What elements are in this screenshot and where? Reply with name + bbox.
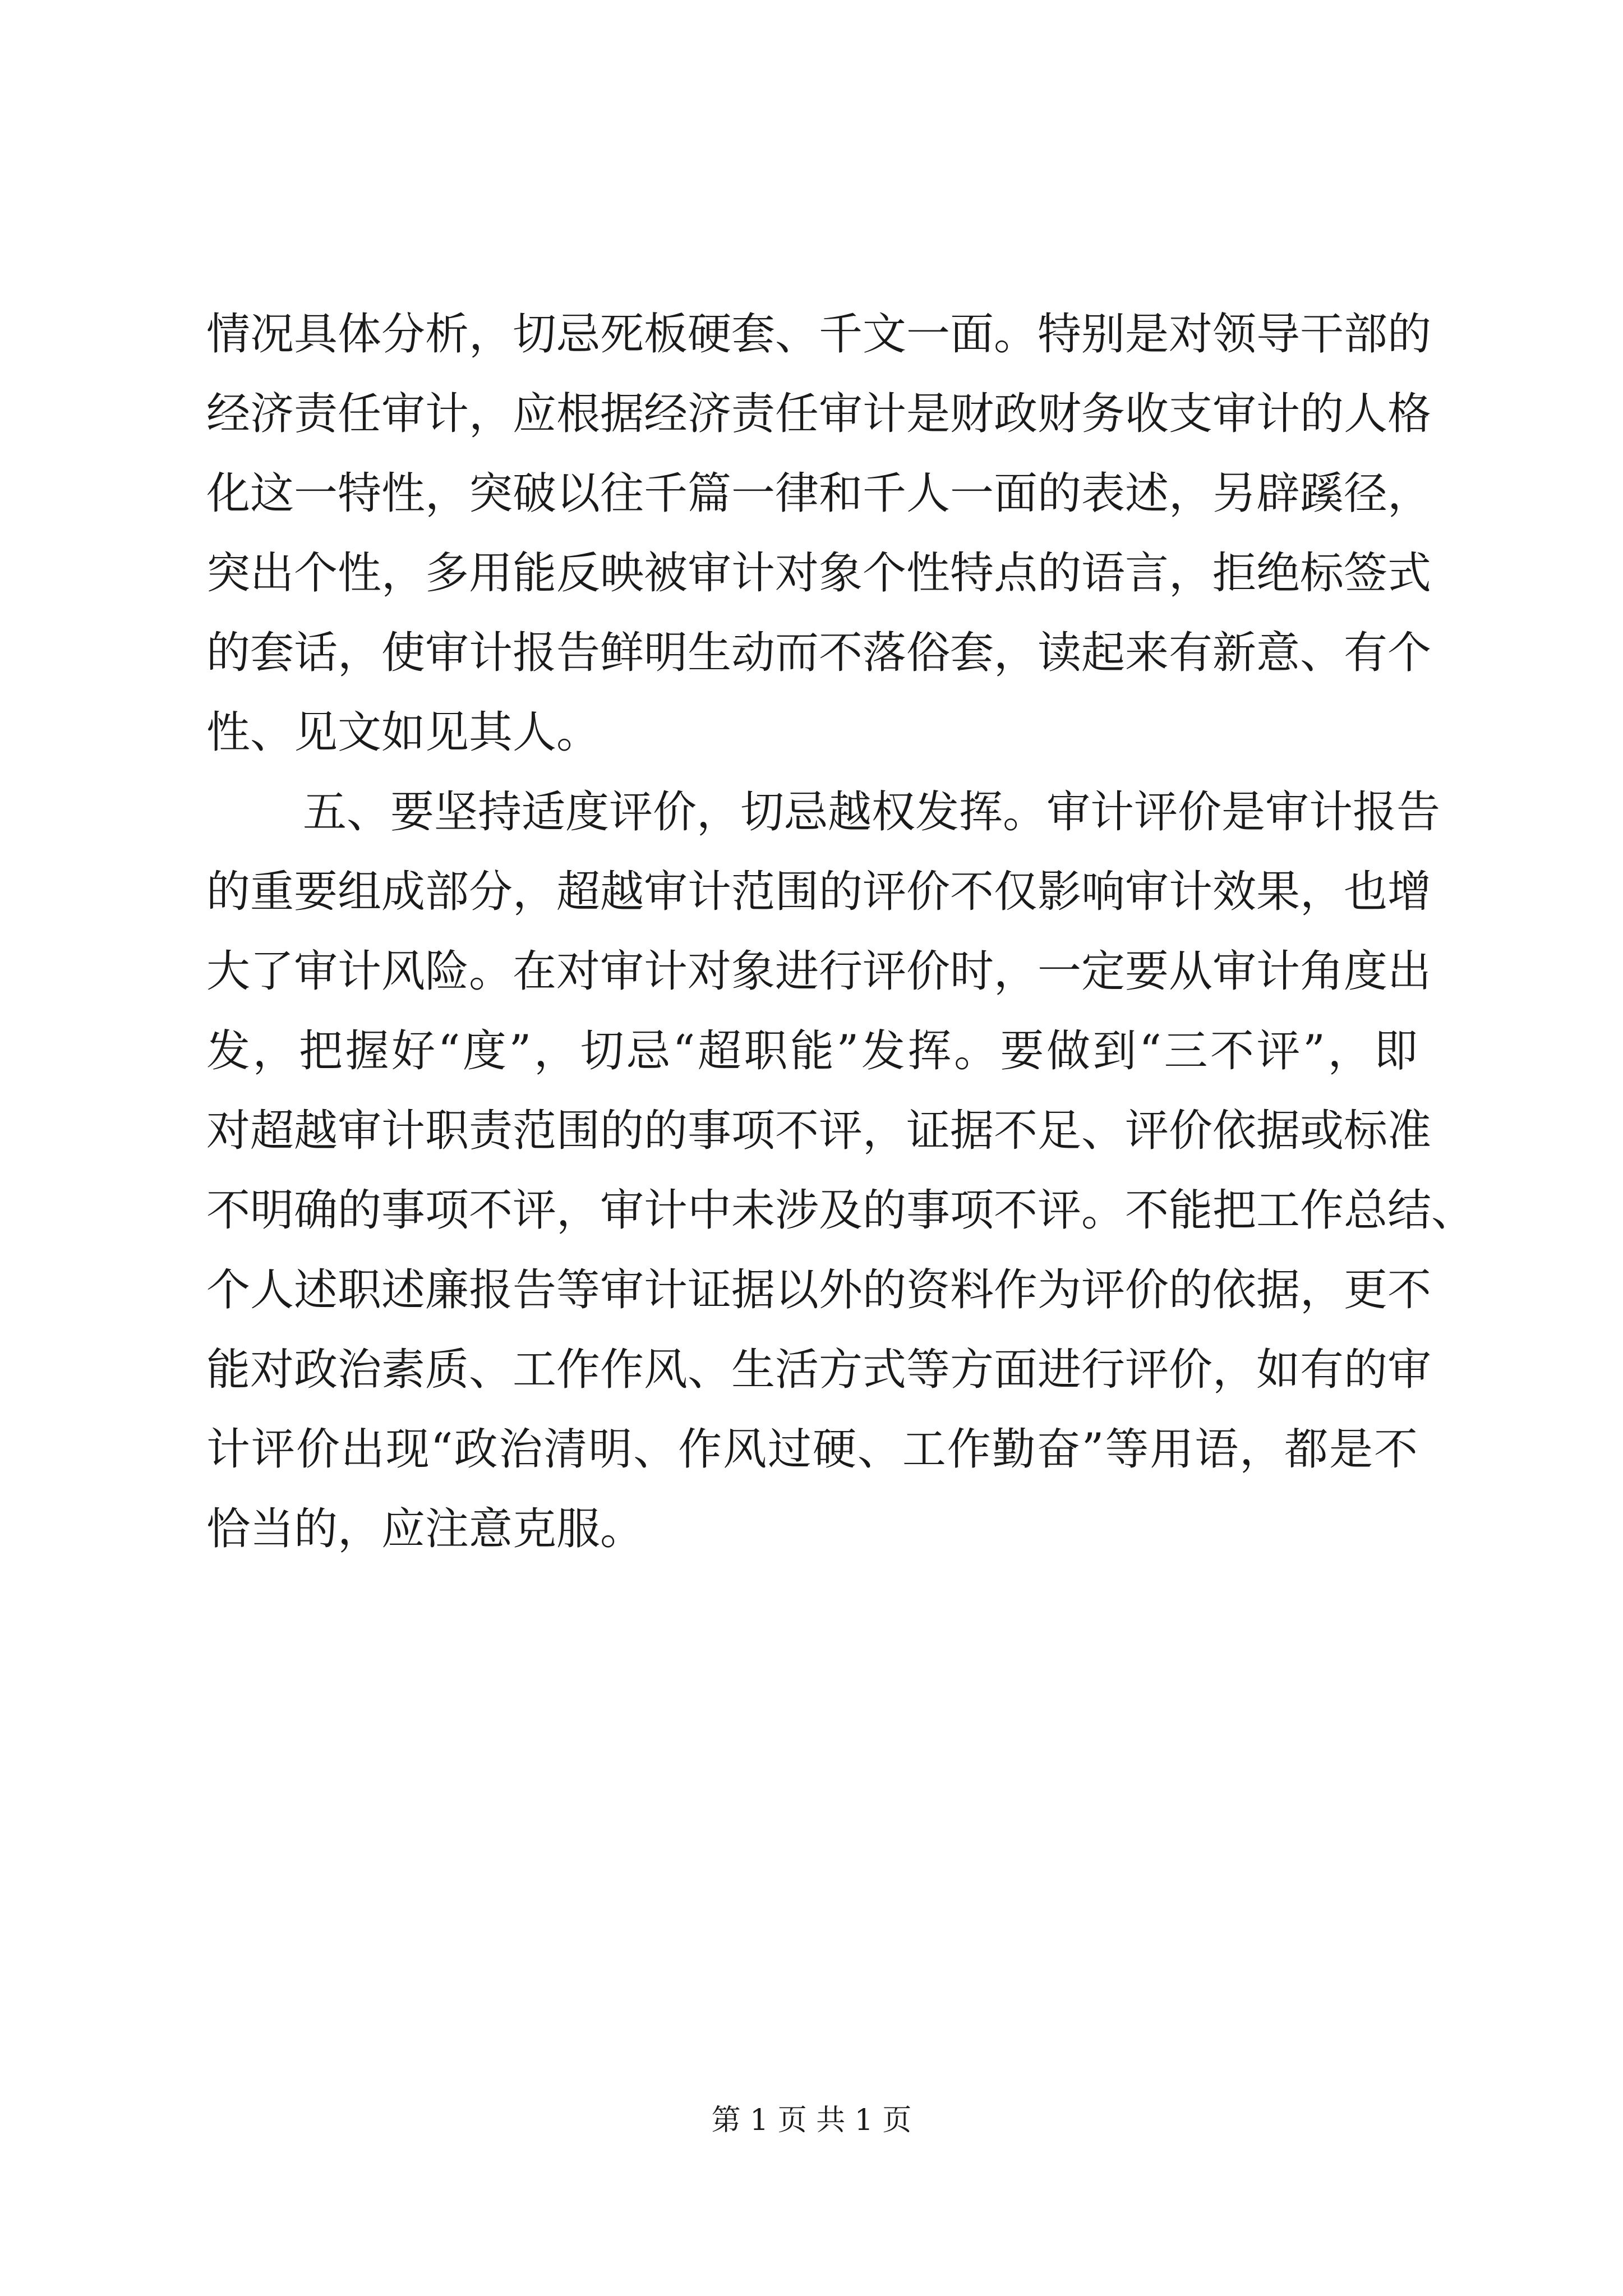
text-line: 的套话，使审计报告鲜明生动而不落俗套，读起来有新意、有个: [206, 628, 1432, 678]
text-line: 恰当的，应注意克服。: [206, 1504, 644, 1554]
text-line: 性、见文如见其人。: [206, 707, 601, 758]
text-line: 计评价出现“政治清明、作风过硬、工作勤奋”等用语，都是不: [206, 1424, 1418, 1475]
page-number-footer: 第 1 页 共 1 页: [711, 2104, 912, 2137]
text-line: 个人述职述廉报告等审计证据以外的资料作为评价的依据，更不: [206, 1265, 1432, 1315]
text-line: 经济责任审计，应根据经济责任审计是财政财务收支审计的人格: [206, 389, 1432, 439]
text-line: 不明确的事项不评，审计中未涉及的事项不评。不能把工作总结、: [206, 1185, 1476, 1236]
text-line: 对超越审计职责范围的的事项不评，证据不足、评价依据或标准: [206, 1106, 1432, 1156]
text-line: 突出个性，多用能反映被审计对象个性特点的语言，拒绝标签式: [206, 548, 1432, 599]
text-line: 能对政治素质、工作作风、生活方式等方面进行评价，如有的审: [206, 1345, 1432, 1395]
text-line: 情况具体分析，切忌死板硬套、千文一面。特别是对领导干部的: [206, 309, 1432, 360]
text-line: 发，把握好“度”，切忌“超职能”发挥。要做到“三不评”，即: [206, 1026, 1418, 1076]
text-line: 大了审计风险。在对审计对象进行评价时，一定要从审计角度出: [206, 946, 1432, 997]
body-text: [206, 295, 1476, 1569]
text-line: 化这一特性，突破以往千篇一律和千人一面的表述，另辟蹊径，: [206, 468, 1432, 519]
text-line: 的重要组成部分，超越审计范围的评价不仅影响审计效果，也增: [206, 867, 1432, 917]
section-heading-line: 五、要坚持适度评价，切忌越权发挥。审计评价是审计报告: [303, 787, 1441, 838]
